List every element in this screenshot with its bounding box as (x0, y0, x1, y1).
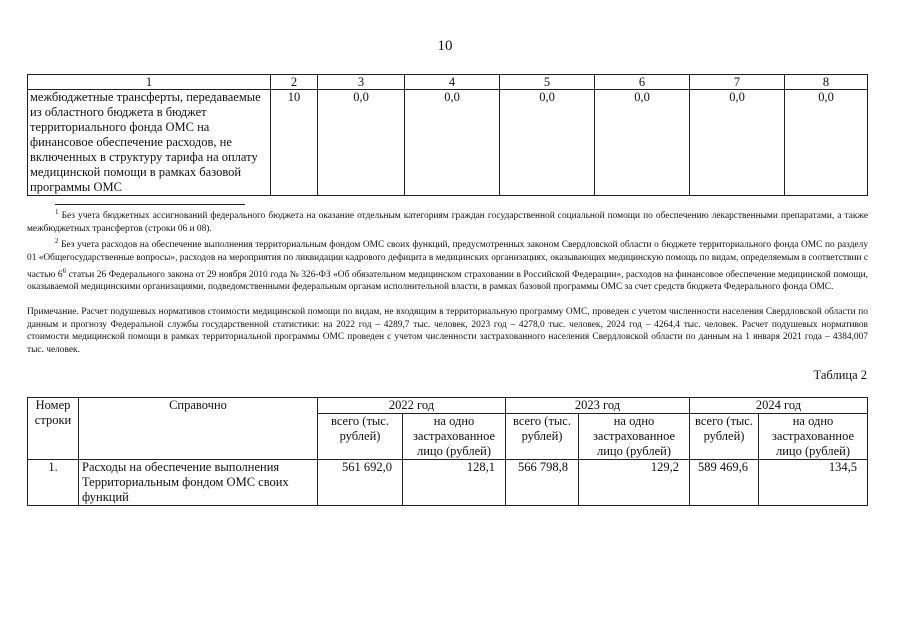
footnote-divider (55, 204, 245, 205)
t1-col-number: 1 (28, 75, 271, 90)
t2-row-number: 1. (28, 460, 79, 506)
table-row (28, 90, 868, 196)
footnote-2-mark: 2 (55, 237, 59, 246)
t1-row-description: межбюджетные трансферты, передаваемые из областного бюджета в бюджет территориального фонда ОМС на финансовое обеспечение расходов, не включенных в структуру тарифа на оплату медицинской помощи в рамках базовой программы ОМС (28, 90, 271, 196)
note (27, 306, 868, 356)
t1-cell-value: 0,0 (785, 90, 868, 196)
t2-sub-per-person: на одно застрахованное лицо (рублей) (759, 414, 868, 460)
t1-row-line-number: 10 (271, 90, 318, 196)
table-2-header-row (28, 398, 868, 414)
page-number: 10 (437, 38, 453, 54)
t2-sub-total: всего (тыс. рублей) (318, 414, 403, 460)
t2-cell-value: 566 798,8 (506, 460, 579, 506)
t2-year-header: 2023 год (506, 398, 690, 414)
t2-sub-total: всего (тыс. рублей) (690, 414, 759, 460)
footnote-2-text-b: статьи 26 Федерального закона от 29 ноября 2010 года № 326-ФЗ «Об обязательном медицинском страховании в Российской Федерации», расходов на финансовое обеспечение медицинской помощи, оказываемой медицинскими организациями, подведомственными федеральным органам исполнительной власти, в рамках базовой программы ОМС за счет средств бюджета Федерального фонда ОМС. (27, 269, 869, 293)
table-1-header-row (28, 75, 868, 90)
footnote-1-text: Без учета бюджетных ассигнований федерального бюджета на оказание отдельным категориям граждан государственной социальной помощи по обеспечению лекарственными препаратами, а также межбюджетных трансфертов (строки 06 и 08). (27, 211, 868, 234)
t2-cell-value: 134,5 (759, 460, 868, 506)
t2-year-header: 2022 год (318, 398, 506, 414)
t2-col-number-header: Номер строки (28, 398, 79, 460)
table-2-title: Таблица 2 (813, 368, 867, 382)
note-text: Примечание. Расчет подушевых нормативов стоимости медицинской помощи по видам, не входящим в территориальную программу ОМС, проведен с учетом численности населения Свердловской области по данным и прогнозу Федеральной службы государственной статистики: на 2022 год – 4289,7 тыс. человек, 2023 год – 4278,0 тыс. человек, 2024 год – 4264,4 тыс. человек. Расчет подушевых нормативов стоимости медицинской помощи в рамках территориальной программы ОМС проведен с учетом численности застрахованного населения Свердловской области по данным на 1 января 2021 года – 4384,007 тыс. человек. (27, 307, 868, 355)
t2-cell-value: 129,2 (579, 460, 690, 506)
t2-sub-total: всего (тыс. рублей) (506, 414, 579, 460)
t1-col-number: 6 (595, 75, 690, 90)
t2-col-reference-header: Справочно (79, 398, 318, 460)
t1-cell-value: 0,0 (405, 90, 500, 196)
t1-col-number: 3 (318, 75, 405, 90)
t1-col-number: 4 (405, 75, 500, 90)
table-2 (27, 397, 868, 506)
t2-cell-value: 128,1 (403, 460, 506, 506)
table-row (28, 460, 868, 506)
t1-col-number: 7 (690, 75, 785, 90)
t2-cell-value: 589 469,6 (690, 460, 759, 506)
t1-cell-value: 0,0 (500, 90, 595, 196)
t1-col-number: 5 (500, 75, 595, 90)
t1-cell-value: 0,0 (595, 90, 690, 196)
t2-row-label: Расходы на обеспечение выполнения Территориальным фондом ОМС своих функций (79, 460, 318, 506)
footnotes (27, 206, 868, 294)
t2-sub-per-person: на одно застрахованное лицо (рублей) (579, 414, 690, 460)
t1-cell-value: 0,0 (318, 90, 405, 196)
t1-cell-value: 0,0 (690, 90, 785, 196)
t2-cell-value: 561 692,0 (318, 460, 403, 506)
footnote-2-text-a: Без учета расходов на обеспечение выполнения территориальным фондом ОМС своих функций, предусмотренных законом Свердловской области о бюджете территориального фонда ОМС по разделу 01 «Общегосударственные вопросы», расходов на мероприятия по ликвидации кадрового дефицита в медицинских организациях, оказывающих медицинскую помощь по видам, определяемым в соответствии с частью 6 (27, 240, 869, 280)
footnote-2-superscript: 6 (62, 266, 67, 275)
t2-year-header: 2024 год (690, 398, 868, 414)
footnote-1-mark: 1 (55, 208, 59, 216)
t1-col-number: 8 (785, 75, 868, 90)
table-1 (27, 74, 868, 196)
t1-col-number: 2 (271, 75, 318, 90)
footnote-1 (27, 206, 868, 235)
footnote-2 (27, 235, 868, 294)
t2-sub-per-person: на одно застрахованное лицо (рублей) (403, 414, 506, 460)
